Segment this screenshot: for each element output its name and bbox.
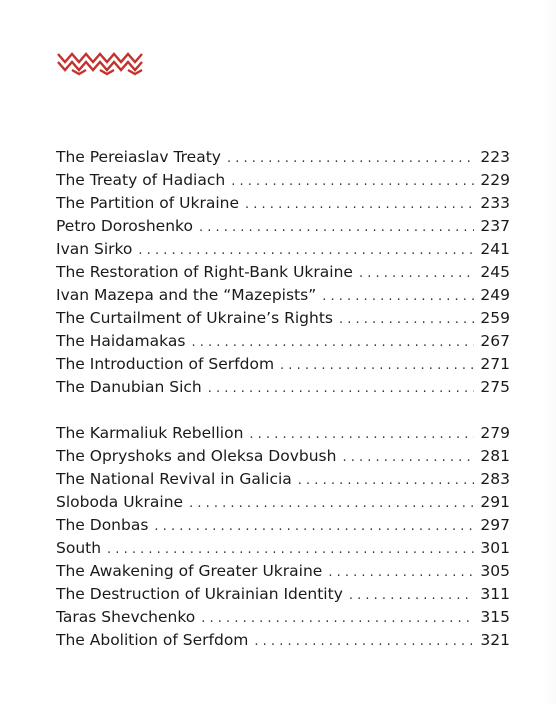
toc-entry-page: 311 (480, 585, 510, 603)
dot-leader (189, 492, 474, 515)
toc-entry-title: The Opryshoks and Oleksa Dovbush (56, 447, 337, 465)
toc-entry-title: The Partition of Ukraine (56, 194, 240, 212)
table-of-contents (56, 146, 510, 652)
toc-entry[interactable] (56, 146, 510, 169)
toc-entry-page: 315 (480, 608, 510, 626)
toc-entry[interactable] (56, 169, 510, 192)
toc-entry[interactable] (56, 560, 510, 583)
toc-entry-page: 229 (480, 171, 510, 189)
toc-entry-title: The Treaty of Hadiach (56, 171, 226, 189)
dot-leader (298, 469, 475, 492)
toc-entry-title: The Haidamakas (56, 332, 186, 350)
toc-entry-page: 279 (480, 424, 510, 442)
toc-entry-title: South (56, 539, 102, 557)
dot-leader (249, 423, 474, 446)
toc-entry-page: 267 (480, 332, 510, 350)
toc-entry-title: The Awakening of Greater Ukraine (56, 562, 323, 580)
toc-entry[interactable] (56, 353, 510, 376)
dot-leader (349, 584, 475, 607)
toc-entry-title: The Abolition of Serfdom (56, 631, 249, 649)
toc-entry-page: 245 (480, 263, 510, 281)
dot-leader (227, 147, 474, 170)
dot-leader (231, 170, 474, 193)
dot-leader (245, 193, 474, 216)
toc-group (56, 146, 510, 399)
toc-entry-title: The Donbas (56, 516, 149, 534)
toc-entry[interactable] (56, 261, 510, 284)
toc-entry-title: The Karmaliuk Rebellion (56, 424, 244, 442)
dot-leader (328, 561, 474, 584)
dot-leader (107, 538, 474, 561)
toc-entry[interactable] (56, 606, 510, 629)
toc-entry[interactable] (56, 468, 510, 491)
toc-entry[interactable] (56, 537, 510, 560)
toc-entry[interactable] (56, 238, 510, 261)
toc-entry-title: The Danubian Sich (56, 378, 202, 396)
toc-entry-title: Ivan Sirko (56, 240, 133, 258)
toc-entry-title: The Pereiaslav Treaty (56, 148, 221, 166)
toc-entry-page: 281 (480, 447, 510, 465)
toc-entry-page: 241 (480, 240, 510, 258)
dot-leader (254, 630, 474, 653)
zigzag-ornament-icon (56, 50, 144, 76)
toc-entry-title: The Restoration of Right-Bank Ukraine (56, 263, 353, 281)
dot-leader (359, 262, 474, 285)
dot-leader (322, 285, 474, 308)
dot-leader (154, 515, 474, 538)
dot-leader (138, 239, 474, 262)
toc-entry[interactable] (56, 445, 510, 468)
page-edge (542, 0, 556, 704)
toc-entry-page: 275 (480, 378, 510, 396)
toc-entry[interactable] (56, 514, 510, 537)
toc-entry-page: 259 (480, 309, 510, 327)
toc-entry[interactable] (56, 376, 510, 399)
toc-entry-page: 249 (480, 286, 510, 304)
dot-leader (280, 354, 474, 377)
toc-entry[interactable] (56, 284, 510, 307)
toc-entry-title: Sloboda Ukraine (56, 493, 184, 511)
toc-entry[interactable] (56, 330, 510, 353)
toc-entry-title: The Curtailment of Ukraine’s Rights (56, 309, 333, 327)
toc-entry-page: 321 (480, 631, 510, 649)
toc-entry[interactable] (56, 422, 510, 445)
dot-leader (342, 446, 474, 469)
toc-entry-title: The Introduction of Serfdom (56, 355, 275, 373)
toc-entry-page: 237 (480, 217, 510, 235)
toc-entry-title: The Destruction of Ukrainian Identity (56, 585, 343, 603)
toc-entry[interactable] (56, 307, 510, 330)
toc-entry-page: 297 (480, 516, 510, 534)
dot-leader (191, 331, 474, 354)
toc-entry[interactable] (56, 583, 510, 606)
toc-entry[interactable] (56, 192, 510, 215)
toc-entry[interactable] (56, 491, 510, 514)
toc-entry-title: Ivan Mazepa and the “Mazepists” (56, 286, 317, 304)
toc-entry-title: Taras Shevchenko (56, 608, 196, 626)
toc-entry-page: 283 (480, 470, 510, 488)
toc-entry[interactable] (56, 629, 510, 652)
toc-entry-page: 223 (480, 148, 510, 166)
dot-leader (208, 377, 475, 400)
toc-entry-page: 233 (480, 194, 510, 212)
dot-leader (199, 216, 474, 239)
toc-entry-page: 271 (480, 355, 510, 373)
toc-group (56, 422, 510, 652)
toc-entry-title: The National Revival in Galicia (56, 470, 292, 488)
toc-entry-page: 291 (480, 493, 510, 511)
dot-leader (339, 308, 474, 331)
toc-entry-title: Petro Doroshenko (56, 217, 193, 235)
toc-entry[interactable] (56, 215, 510, 238)
toc-entry-page: 305 (480, 562, 510, 580)
toc-entry-page: 301 (480, 539, 510, 557)
dot-leader (201, 607, 474, 630)
